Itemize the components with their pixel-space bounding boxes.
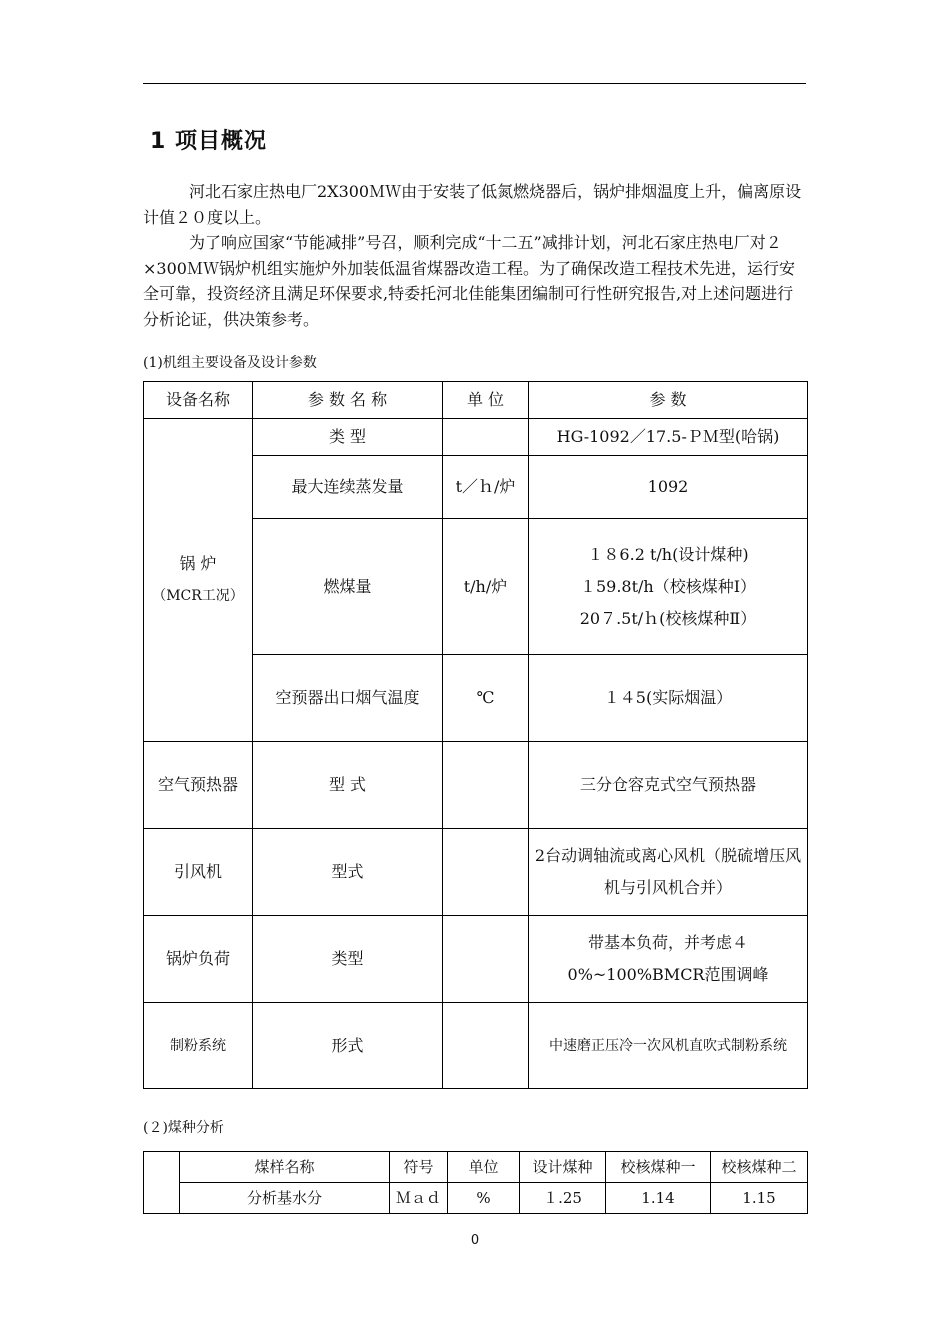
unit-cell — [443, 1003, 529, 1089]
value-cell — [529, 519, 808, 655]
param-cell: 最大连续蒸发量 — [253, 456, 443, 519]
value-cell: 2台动调轴流或离心风机（脱硫增压风机与引风机合并） — [529, 829, 808, 916]
value-cell: １４5(实际烟温） — [529, 655, 808, 742]
value-line: 20７.5t/ｈ(校核煤种Ⅱ） — [579, 608, 757, 628]
unit-cell: t/h/炉 — [443, 519, 529, 655]
header-cell: 单位 — [448, 1152, 520, 1183]
value-line: １８6.2 t/h(设计煤种) — [587, 544, 749, 564]
table1-caption: (1)机组主要设备及设计参数 — [143, 355, 317, 371]
unit-cell — [443, 916, 529, 1003]
boiler-name: 锅 炉 — [179, 554, 217, 573]
equipment-table — [143, 381, 808, 1089]
header-cell: 设备名称 — [144, 382, 253, 419]
section-heading: 1 项目概况 — [150, 129, 267, 154]
table-row — [144, 829, 808, 916]
header-cell: 单 位 — [443, 382, 529, 419]
unit-cell: ℃ — [443, 655, 529, 742]
param-cell: 燃煤量 — [253, 519, 443, 655]
value-cell: 1092 — [529, 456, 808, 519]
table-row — [144, 916, 808, 1003]
param-cell: 型 式 — [253, 742, 443, 829]
coal-analysis-table — [143, 1151, 808, 1214]
boiler-sub: （MCR工况） — [152, 588, 244, 604]
value-cell: HG-1092／17.5-ＰＭ型(哈锅) — [529, 419, 808, 456]
unit-cell — [443, 829, 529, 916]
cell: % — [448, 1183, 520, 1214]
table-header-row — [144, 382, 808, 419]
page-number: 0 — [470, 1233, 480, 1248]
value-cell: 三分仓容克式空气预热器 — [529, 742, 808, 829]
equipment-name-cell: 锅炉负荷 — [144, 916, 253, 1003]
header-cell: 参 数 名 称 — [253, 382, 443, 419]
equipment-name-cell: 制粉系统 — [144, 1003, 253, 1089]
table-row — [144, 742, 808, 829]
unit-cell: t／ｈ/炉 — [443, 456, 529, 519]
cell: １.25 — [520, 1183, 606, 1214]
cell: 1.15 — [711, 1183, 808, 1214]
param-cell: 类型 — [253, 916, 443, 1003]
header-cell: 校核煤种一 — [606, 1152, 711, 1183]
table-row — [144, 1003, 808, 1089]
table-row — [144, 419, 808, 456]
table2-caption: (２)煤种分析 — [143, 1120, 224, 1136]
paragraph-1: 河北石家庄热电厂2X300ＭＷ由于安装了低氮燃烧器后，锅炉排烟温度上升，偏离原设计值２０度以上。 — [143, 182, 802, 227]
blank-cell — [144, 1152, 180, 1214]
equipment-name-cell: 引风机 — [144, 829, 253, 916]
unit-cell — [443, 419, 529, 456]
cell: 分析基水分 — [180, 1183, 390, 1214]
value-cell: 带基本负荷，并考虑４0%~100%BMCR范围调峰 — [529, 916, 808, 1003]
param-cell: 形式 — [253, 1003, 443, 1089]
param-cell: 空预器出口烟气温度 — [253, 655, 443, 742]
value-line: １59.8t/h（校核煤种Ⅰ） — [579, 576, 757, 596]
equipment-name-cell: 空气预热器 — [144, 742, 253, 829]
cell: Ｍａｄ — [390, 1183, 448, 1214]
header-cell: 符号 — [390, 1152, 448, 1183]
paragraph-2: 为了响应国家“节能减排”号召，顺利完成“十二五”减排计划，河北石家庄热电厂对２×300ＭＷ锅炉机组实施炉外加装低温省煤器改造工程。为了确保改造工程技术先进，运行安全可靠，投资经济且满足环保要求,特委托河北佳能集团编制可行性研究报告,对上述问题进行分析论证，供决策参考。 — [143, 233, 795, 329]
header-cell: 参 数 — [529, 382, 808, 419]
equipment-name-cell — [144, 419, 253, 742]
cell: 1.14 — [606, 1183, 711, 1214]
header-cell: 校核煤种二 — [711, 1152, 808, 1183]
header-cell: 设计煤种 — [520, 1152, 606, 1183]
header-rule — [143, 83, 806, 84]
param-cell: 类 型 — [253, 419, 443, 456]
table-row — [144, 1183, 808, 1214]
unit-cell — [443, 742, 529, 829]
header-cell: 煤样名称 — [180, 1152, 390, 1183]
param-cell: 型式 — [253, 829, 443, 916]
table-header-row — [144, 1152, 808, 1183]
value-cell: 中速磨正压冷一次风机直吹式制粉系统 — [529, 1003, 808, 1089]
